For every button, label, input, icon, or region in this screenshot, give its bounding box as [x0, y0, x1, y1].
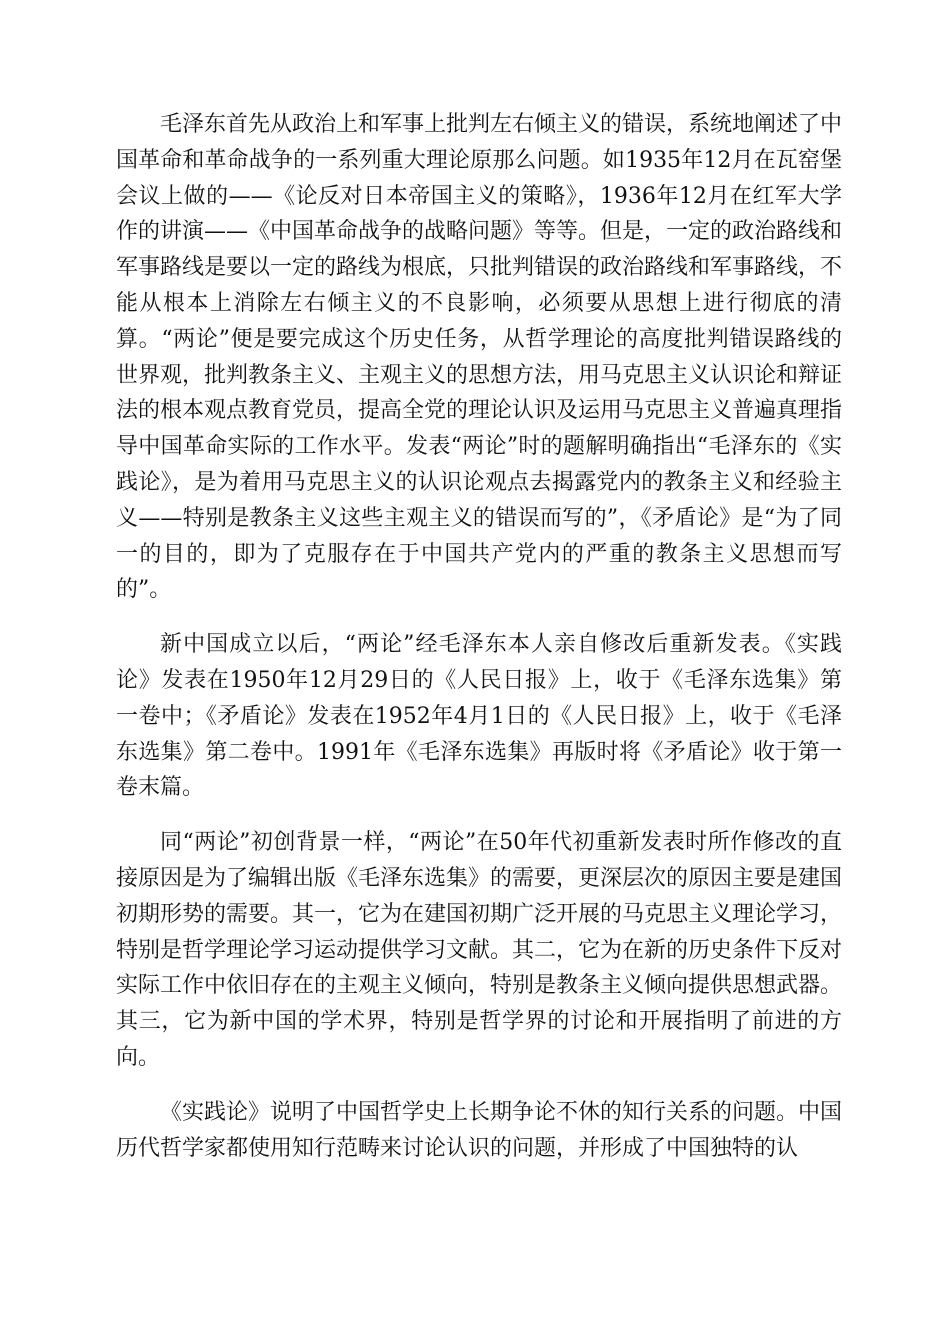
- paragraph-3: 同“两论”初创背景一样，“两论”在50年代初重新发表时所作修改的直接原因是为了编辑出版《毛泽东选集》的需要，更深层次的原因主要是建国初期形势的需要。其一，它为在建国初期广泛开展的马克思主义理论学习，特别是哲学理论学习运动提供学习文献。其二，它为在新的历史条件下反对实际工作中依旧存在的主观主义倾向，特别是教条主义倾向提供思想武器。其三，它为新中国的学术界，特别是哲学界的讨论和开展指明了前进的方向。: [116, 830, 843, 1070]
- paragraph-gap: [116, 1076, 842, 1095]
- paragraph-4: 《实践论》说明了中国哲学史上长期争论不休的知行关系的问题。中国历代哲学家都使用知行范畴来讨论认识的问题，并形成了中国独特的认: [116, 1099, 843, 1161]
- paragraph-2: 新中国成立以后，“两论”经毛泽东本人亲自修改后重新发表。《实践论》发表在1950年12月29日的《人民日报》上，收于《毛泽东选集》第一卷中；《矛盾论》发表在1952年4月1日的《人民日报》上，收于《毛泽东选集》第二卷中。1991年《毛泽东选集》再版时将《矛盾论》收于第一卷末篇。: [116, 632, 842, 801]
- paragraph-gap: [116, 806, 842, 825]
- document-body: [116, 107, 842, 1166]
- paragraph-gap: [116, 608, 842, 627]
- paragraph-1: 毛泽东首先从政治上和军事上批判左右倾主义的错误，系统地阐述了中国革命和革命战争的一系列重大理论原那么问题。如1935年12月在瓦窑堡会议上做的——《论反对日本帝国主义的策略》，1936年12月在红军大学作的讲演——《中国革命战争的战略问题》等等。但是，一定的政治路线和军事路线是要以一定的路线为根底，只批判错误的政治路线和军事路线，不能从根本上消除左右倾主义的不良影响，必须要从思想上进行彻底的清算。“两论”便是要完成这个历史任务，从哲学理论的高度批判错误路线的世界观，批判教条主义、主观主义的思想方法，用马克思主义认识论和辩证法的根本观点教育党员，提高全党的理论认识及运用马克思主义普遍真理指导中国革命实际的工作水平。发表“两论”时的题解明确指出“毛泽东的《实践论》，是为着用马克思主义的认识论观点去揭露党内的教条主义和经验主义——特别是教条主义这些主观主义的错误而写的”，《矛盾论》是“为了同一的目的，即为了克服存在于中国共产党内的严重的教条主义思想而写的”。: [116, 112, 843, 603]
